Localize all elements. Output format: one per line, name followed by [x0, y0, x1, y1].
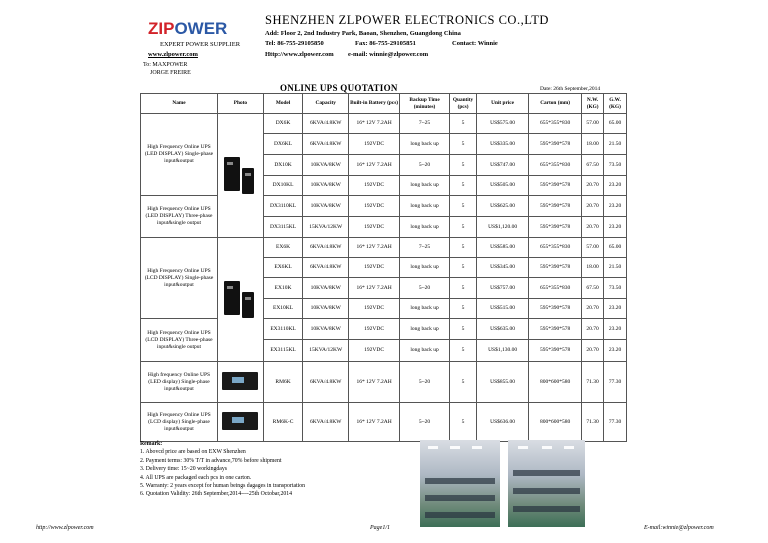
table-cell: US$625.00	[477, 196, 529, 217]
tagline: EXPERT POWER SUPPLIER	[160, 41, 241, 48]
table-cell: 6KVA/4.8KW	[303, 134, 349, 155]
table-cell: EX6K	[263, 238, 303, 258]
table-cell: DX3115KL	[263, 217, 303, 238]
table-cell: EX3115KL	[263, 340, 303, 362]
logo-text-a: ZIP	[148, 19, 175, 38]
table-cell: 10KVA/8KW	[303, 319, 349, 340]
table-cell: 73.50	[604, 278, 627, 299]
table-cell: 6KVA/4.8KW	[303, 238, 349, 258]
column-header: Model	[263, 94, 303, 114]
table-cell: 595*390*578	[529, 176, 582, 196]
table-cell: 655*355*830	[529, 238, 582, 258]
table-cell: long back up	[400, 196, 450, 217]
table-cell: 10KVA/8KW	[303, 299, 349, 319]
table-cell: 595*390*578	[529, 340, 582, 362]
rack-ups-photo	[218, 362, 264, 403]
table-cell: 20.70	[582, 340, 604, 362]
column-header: Unit price	[477, 94, 529, 114]
remarks-title: Remark:	[140, 441, 163, 447]
website-link[interactable]: www.zlpower.com	[148, 51, 198, 58]
table-cell: long back up	[400, 299, 450, 319]
table-cell: 5	[450, 299, 477, 319]
table-cell: 5	[450, 278, 477, 299]
table-cell: 23.20	[604, 176, 627, 196]
table-cell: US$635.00	[477, 319, 529, 340]
table-cell: 20.70	[582, 176, 604, 196]
table-cell: 5	[450, 134, 477, 155]
ups-tower-icon	[242, 292, 254, 318]
table-cell: 192VDC	[349, 340, 400, 362]
remark-item: 1. Abovcd price are based on EXW Shenzhen	[140, 449, 246, 456]
table-cell: 10KVA/8KW	[303, 278, 349, 299]
product-name-cell: High Frequency Online UPS (LCD DISPLAY) Three-phase input&single output	[141, 319, 218, 362]
column-header: G.W. (KG)	[604, 94, 627, 114]
rack-ups-photo	[218, 403, 264, 442]
table-cell: long back up	[400, 319, 450, 340]
column-header: Built-in Battery (pcs)	[349, 94, 400, 114]
ups-tower-icon	[224, 157, 240, 191]
table-row	[141, 238, 627, 258]
company-address: Add: Floor 2, 2nd Industry Park, Baoan, Shenzhen, Guangdong China	[265, 30, 461, 37]
column-header: Backup Time (minutes)	[400, 94, 450, 114]
table-cell: 71.30	[582, 362, 604, 403]
product-name-cell: High Frequency Online UPS (LCD DISPLAY) Single-phase input&output	[141, 238, 218, 319]
table-cell: 20.70	[582, 196, 604, 217]
column-header: N.W. (KG)	[582, 94, 604, 114]
column-header: Capacity	[303, 94, 349, 114]
table-cell: 5~20	[400, 278, 450, 299]
factory-photo	[508, 440, 585, 527]
table-cell: US$747.00	[477, 155, 529, 176]
table-cell: 5	[450, 217, 477, 238]
table-cell: 5	[450, 238, 477, 258]
table-cell: 10KVA/8KW	[303, 176, 349, 196]
table-cell: 192VDC	[349, 258, 400, 278]
recipient-name: JORGE FREIRE	[150, 70, 191, 76]
table-cell: 16* 12V 7.2AH	[349, 362, 400, 403]
table-cell: 65.00	[604, 114, 627, 134]
product-name-cell: High Frequency Online UPS (LED DISPLAY) Three-phase input&single output	[141, 196, 218, 238]
table-row	[141, 362, 627, 403]
factory-photo	[420, 440, 500, 527]
table-cell: US$1,120.00	[477, 217, 529, 238]
table-cell: 20.70	[582, 299, 604, 319]
table-cell: long back up	[400, 217, 450, 238]
remark-item: 6. Quotation Validity: 26th September,2014----25th Octobar,2014	[140, 491, 293, 498]
table-cell: 23.20	[604, 299, 627, 319]
table-cell: 595*390*578	[529, 319, 582, 340]
table-cell: US$585.00	[477, 238, 529, 258]
table-cell: 5	[450, 319, 477, 340]
table-header-row	[141, 94, 627, 114]
table-cell: 5	[450, 340, 477, 362]
table-row	[141, 319, 627, 340]
table-cell: 16* 12V 7.2AH	[349, 278, 400, 299]
table-cell: 6KVA/4.8KW	[303, 362, 349, 403]
table-cell: 5~20	[400, 362, 450, 403]
table-cell: 192VDC	[349, 299, 400, 319]
table-cell: 192VDC	[349, 196, 400, 217]
logo-text-b: OWER	[174, 19, 228, 38]
company-fax: Fax: 86-755-29105851	[355, 40, 416, 47]
table-cell: US$1,130.00	[477, 340, 529, 362]
table-cell: 595*390*578	[529, 258, 582, 278]
ups-tower-icon	[224, 281, 240, 315]
table-cell: 6KVA/4.8KW	[303, 403, 349, 442]
table-cell: 23.20	[604, 340, 627, 362]
company-email[interactable]: e-mail: winnie@zlpower.com	[348, 51, 429, 58]
table-row	[141, 114, 627, 134]
table-cell: RM6K	[263, 362, 303, 403]
table-cell: 192VDC	[349, 217, 400, 238]
table-cell: EX3110KL	[263, 319, 303, 340]
table-cell: 5	[450, 258, 477, 278]
table-cell: 57.00	[582, 114, 604, 134]
table-cell: 5	[450, 362, 477, 403]
table-cell: US$757.00	[477, 278, 529, 299]
table-cell: 21.50	[604, 258, 627, 278]
table-cell: DX10K	[263, 155, 303, 176]
table-cell: US$335.00	[477, 134, 529, 155]
table-cell: EX10K	[263, 278, 303, 299]
table-row	[141, 403, 627, 442]
remarks	[140, 440, 305, 499]
table-cell: 655*355*830	[529, 155, 582, 176]
table-cell: 655*355*830	[529, 114, 582, 134]
quotation-table	[140, 93, 627, 442]
tower-ups-photo	[218, 238, 264, 362]
table-cell: 192VDC	[349, 134, 400, 155]
table-cell: 5~20	[400, 155, 450, 176]
table-cell: 65.00	[604, 238, 627, 258]
table-cell: 595*390*578	[529, 217, 582, 238]
table-cell: 16* 12V 7.2AH	[349, 155, 400, 176]
table-cell: 5	[450, 155, 477, 176]
table-cell: 6KVA/4.8KW	[303, 114, 349, 134]
table-cell: US$505.00	[477, 176, 529, 196]
table-cell: 7~25	[400, 114, 450, 134]
footer-email[interactable]: E-mail:winnie@zlpower.com	[644, 525, 714, 531]
company-contact: Contact: Winnie	[452, 40, 498, 47]
table-cell: 57.00	[582, 238, 604, 258]
table-cell: 5	[450, 196, 477, 217]
table-cell: 20.70	[582, 319, 604, 340]
company-tel: Tel: 86-755-29105850	[265, 40, 324, 47]
column-header: Photo	[218, 94, 264, 114]
table-cell: 16* 12V 7.2AH	[349, 114, 400, 134]
table-cell: 73.50	[604, 155, 627, 176]
table-cell: 595*390*578	[529, 299, 582, 319]
table-cell: US$636.00	[477, 403, 529, 442]
remark-item: 5. Warranty: 2 years except for human beings dagages in transportation	[140, 483, 306, 490]
table-cell: 5	[450, 403, 477, 442]
table-cell: US$515.00	[477, 299, 529, 319]
tower-ups-photo	[218, 114, 264, 238]
product-name-cell: High Frequency Online UPS (LED DISPLAY) Single-phase input&output	[141, 114, 218, 196]
table-cell: 18.00	[582, 134, 604, 155]
table-cell: 655*355*830	[529, 278, 582, 299]
table-cell: long back up	[400, 340, 450, 362]
column-header: Quantity (pcs)	[450, 94, 477, 114]
table-cell: RM6K-C	[263, 403, 303, 442]
column-header: Name	[141, 94, 218, 114]
column-header: Carton (mm)	[529, 94, 582, 114]
table-cell: US$855.00	[477, 362, 529, 403]
table-row	[141, 196, 627, 217]
table-cell: 77.30	[604, 362, 627, 403]
table-cell: 67.50	[582, 155, 604, 176]
table-cell: 192VDC	[349, 319, 400, 340]
table-cell: 23.20	[604, 196, 627, 217]
ups-rack-icon	[222, 412, 258, 430]
table-cell: 15KVA/12KW	[303, 340, 349, 362]
company-http[interactable]: Http://www.zlpower.com	[265, 51, 334, 58]
table-cell: DX3110KL	[263, 196, 303, 217]
table-cell: long back up	[400, 258, 450, 278]
table-cell: 595*390*578	[529, 134, 582, 155]
table-cell: 23.20	[604, 319, 627, 340]
table-cell: DX6KL	[263, 134, 303, 155]
table-cell: EX10KL	[263, 299, 303, 319]
company-name: SHENZHEN ZLPOWER ELECTRONICS CO.,LTD	[265, 13, 549, 27]
table-cell: 192VDC	[349, 176, 400, 196]
table-cell: 16* 12V 7.2AH	[349, 238, 400, 258]
table-cell: 5	[450, 176, 477, 196]
table-cell: long back up	[400, 134, 450, 155]
table-cell: 5	[450, 114, 477, 134]
table-cell: 18.00	[582, 258, 604, 278]
quotation-title: ONLINE UPS QUOTATION	[280, 83, 398, 93]
table-cell: 6KVA/4.8KW	[303, 258, 349, 278]
remark-item: 4. All UPS are packaged each pcs in one carton.	[140, 474, 252, 481]
table-cell: 10KVA/8KW	[303, 196, 349, 217]
table-cell: 20.70	[582, 217, 604, 238]
table-cell: 23.20	[604, 217, 627, 238]
table-cell: 5~20	[400, 403, 450, 442]
ups-rack-icon	[222, 372, 258, 390]
table-cell: US$345.00	[477, 258, 529, 278]
product-name-cell: High Frequency Online UPS (LCD display) Single-phase input&output	[141, 403, 218, 442]
table-cell: EX6KL	[263, 258, 303, 278]
table-cell: 77.30	[604, 403, 627, 442]
table-cell: 16* 12V 7.2AH	[349, 403, 400, 442]
table-cell: DX6K	[263, 114, 303, 134]
table-cell: 800*600*580	[529, 403, 582, 442]
table-cell: 7~25	[400, 238, 450, 258]
table-cell: 15KVA/12KW	[303, 217, 349, 238]
footer-page: Page1/1	[370, 525, 390, 531]
table-cell: 595*390*578	[529, 196, 582, 217]
table-cell: 10KVA/8KW	[303, 155, 349, 176]
table-cell: 21.50	[604, 134, 627, 155]
table-cell: US$575.00	[477, 114, 529, 134]
remark-item: 3. Delivery time: 15~20 workingdays	[140, 466, 228, 473]
ups-tower-icon	[242, 168, 254, 194]
company-logo	[148, 18, 228, 40]
product-name-cell: High frequency Online UPS (LED display) Single-phase input&output	[141, 362, 218, 403]
table-cell: long back up	[400, 176, 450, 196]
table-cell: DX10KL	[263, 176, 303, 196]
recipient-to: To: MAXPOWER	[143, 62, 188, 68]
table-cell: 71.30	[582, 403, 604, 442]
footer-url[interactable]: http://www.zlpower.com	[36, 525, 94, 531]
quotation-date: Date: 26th September,2014	[540, 86, 601, 92]
remark-item: 2. Payment terms: 30% T/T in advance,70% before shipment	[140, 457, 282, 464]
table-cell: 67.50	[582, 278, 604, 299]
table-cell: 800*600*580	[529, 362, 582, 403]
